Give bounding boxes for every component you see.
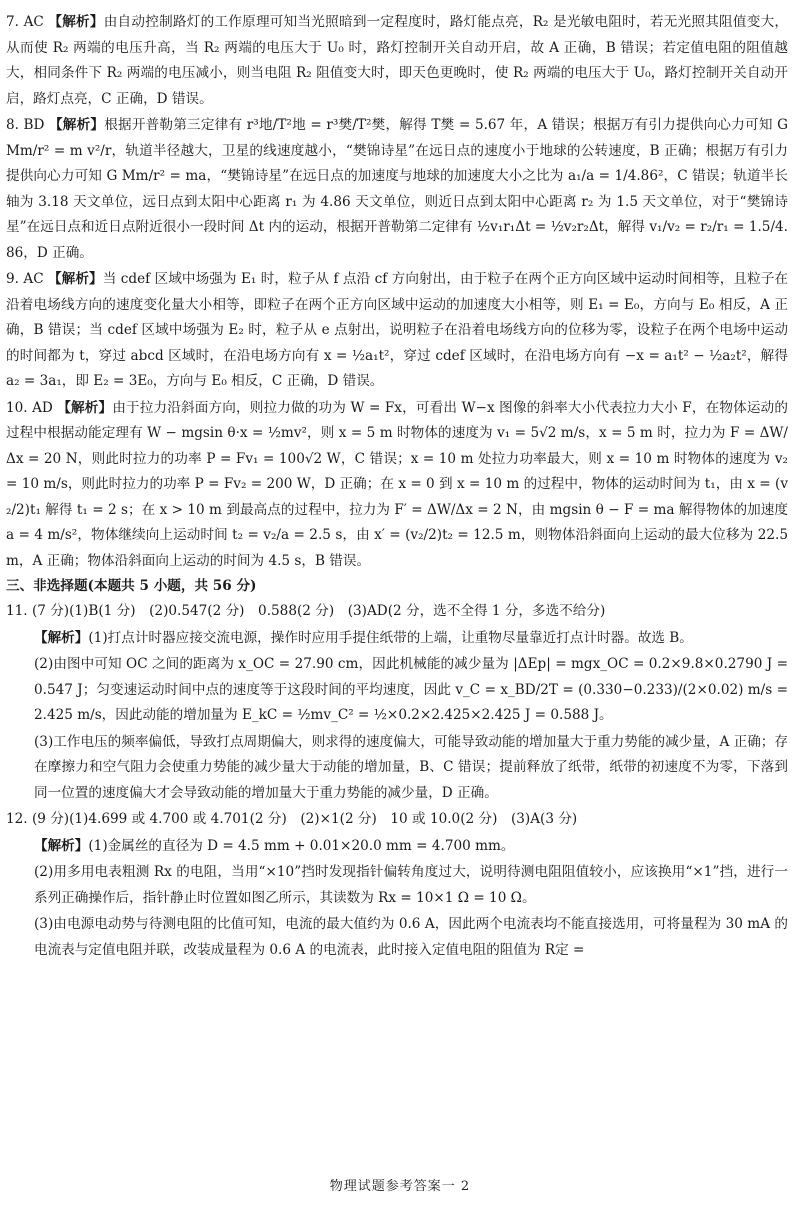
analysis-tag: 【解析】 bbox=[34, 629, 89, 646]
answer-choice: AC bbox=[23, 271, 44, 287]
page-footer: 物理试题参考答案一 2 bbox=[329, 1179, 471, 1194]
analysis-tag: 【解析】 bbox=[48, 271, 103, 287]
answer-q12-analysis-2: (2)用多用电表粗测 Rx 的电阻，当用“×10”挡时发现指针偏转角度过大，说明待测电阻阻值较小，应该换用“×1”挡，进行一系列正确操作后，指针静止时位置如图乙所示，其读数为 Rx = 10×1 Ω = 10 Ω。 bbox=[34, 864, 788, 906]
analysis-tag: 【解析】 bbox=[57, 399, 113, 416]
question-number: 7. bbox=[6, 14, 19, 30]
answer-choice: AC bbox=[23, 14, 44, 30]
answer-q11-header: 11. (7 分)(1)B(1 分) (2)0.547(2 分) 0.588(2 分) (3)AD(2 分，选不全得 1 分，多选不给分) bbox=[6, 603, 606, 619]
answer-q12-analysis-1 bbox=[6, 834, 788, 860]
answer-q11-analysis-2: (2)由图中可知 OC 之间的距离为 x_OC = 27.90 cm，因此机械能的减少量为 |ΔEp| = mgx_OC = 0.2×9.8×0.2790 J = 0.547 J；匀变速运动时间中点的速度等于这段时间的平均速度，因此 v_C = x_BD/2T = (0.330−0.233)/(2×0.02) m/s = 2.425 m/s，因此动能的增加量为 E_kC = ½mv_C² = ½×0.2×2.425×2.425 J = 0.588 J。 bbox=[34, 656, 788, 723]
answer-q11-analysis-3: (3)工作电压的频率偏低，导致打点周期偏大，则求得的速度偏大，可能导致动能的增加量大于重力势能的减少量，A 正确；存在摩擦力和空气阻力会使重力势能的减少量大于动能的增加量，B、C 错误；提前释放了纸带，纸带的初速度不为零，下落到同一位置的速度偏大才会导致动能的增加量大于重力势能的减少量，D 正确。 bbox=[34, 733, 788, 801]
analysis-text: (1)金属丝的直径为 D = 4.5 mm + 0.01×20.0 mm = 4.700 mm。 bbox=[88, 837, 515, 854]
analysis-text: 由于拉力沿斜面方向，则拉力做的功为 W = Fx，可看出 W−x 图像的斜率大小代表拉力大小 F，在物体运动的过程中根据动能定理有 W − mgsin θ·x = ½mv²，则 x = 5 m 时物体的速度为 v₁ = 5√2 m/s，x = 5 m 时，拉力为 F = ΔW/Δx = 20 N，则此时拉力的功率 P = Fv₁ = 100√2 W，C 错误；x = 10 m 处拉力功率最大，则 x = 10 m 时物体的速度为 v₂ = 10 m/s，则此时拉力的功率 P = Fv₂ = 200 W，D 正确；在 x = 0 到 x = 10 m 的过程中，物体的运动时间为 t₁，由 x = (v₂/2)t₁ 解得 t₁ = 2 s；在 x > 10 m 到最高点的过程中，拉力为 F′ = ΔW/Δx = 2 N，由 mgsin θ − F = ma 解得物体的加速度 a = 4 m/s²，物体继续向上运动时间 t₂ = v₂/a = 2.5 s，由 x′ = (v₂/2)t₂ = 12.5 m，则物体沿斜面向上运动的最大位移为 22.5 m，A 正确；物体沿斜面向上运动的时间为 4.5 s，B 错误。 bbox=[6, 399, 788, 569]
answer-choice: BD bbox=[23, 117, 45, 133]
question-number: 10. bbox=[6, 399, 28, 416]
analysis-tag: 【解析】 bbox=[48, 117, 105, 133]
analysis-text: 由自动控制路灯的工作原理可知当光照暗到一定程度时，路灯能点亮，R₂ 是光敏电阻时，若无光照其阻值变大，从而使 R₂ 两端的电压升高，当 R₂ 两端的电压大于 U₀ 时，路灯控制开关自动开启，故 A 正确，B 错误；若定值电阻的阻值越大，相同条件下 R₂ 两端的电压减小，则当电阻 R₂ 阻值变大时，即天色更晚时，使 R₂ 两端的电压大于 U₀，路灯控制开关自动开启，路灯点亮，C 正确，D 错误。 bbox=[6, 14, 788, 107]
analysis-text: 根据开普勒第三定律有 r³地/T²地 = r³樊/T²樊，解得 T樊 = 5.67 年，A 错误；根据万有引力提供向心力可知 G Mm/r² = m v²/r，轨道半径越大，卫星的线速度越小，“樊锦诗星”在远日点的速度小于地球的公转速度，B 正确；根据万有引力提供向心力可知 G Mm/r² = ma，“樊锦诗星”在远日点的加速度与地球的加速度大小之比为 a₁/a = 1/4.86²，C 错误；轨道半长轴为 3.18 天文单位，远日点到太阳中心距离 r₁ 为 4.86 天文单位，则近日点到太阳中心距离 r₂ 为 1.5 天文单位，对于“樊锦诗星”在远日点和近日点附近很小一段时间 Δt 内的运动，根据开普勒第二定律有 ½v₁r₁Δt = ½v₂r₂Δt，解得 v₁/v₂ = r₂/r₁ = 1.5/4.86，D 正确。 bbox=[6, 117, 789, 261]
answer-q10 bbox=[6, 396, 788, 575]
answer-q8 bbox=[6, 113, 788, 266]
analysis-text: 当 cdef 区域中场强为 E₁ 时，粒子从 f 点沿 cf 方向射出，由于粒子在两个正方向区域中运动时间相等，且粒子在沿着电场线方向的速度变化量大小相等，即粒子在两个正方向区域中运动的加速度大小相等，则 E₁ = E₀，方向与 E₀ 相反，A 正确，B 错误；当 cdef 区域中场强为 E₂ 时，粒子从 e 点射出，说明粒子在沿着电场线方向的位移为零，设粒子在两个电场中运动的时间都为 t，穿过 abcd 区域时，在沿电场方向有 x = ½a₁t²，穿过 cdef 区域时，在沿电场方向有 −x = a₁t² − ½a₂t²，解得 a₂ = 3a₁，即 E₂ = 3E₀，方向与 E₀ 相反，C 正确，D 错误。 bbox=[6, 271, 789, 389]
analysis-tag: 【解析】 bbox=[34, 837, 89, 854]
answer-choice: AD bbox=[32, 399, 53, 416]
answer-q12-header: 12. (9 分)(1)4.699 或 4.700 或 4.701(2 分) (2)×1(2 分) 10 或 10.0(2 分) (3)A(3 分) bbox=[6, 811, 578, 827]
section-heading: 三、非选择题(本题共 5 小题，共 56 分) bbox=[6, 578, 257, 594]
answer-q12-analysis-3: (3)由电源电动势与待测电阻的比值可知，电流的最大值约为 0.6 A，因此两个电流表均不能直接选用，可将量程为 30 mA 的电流表与定值电阻并联，改装成量程为 0.6 A 的电流表，此时接入定值电阻的阻值为 R定 = bbox=[34, 916, 788, 958]
answer-q9 bbox=[6, 267, 788, 395]
question-number: 8. bbox=[6, 117, 19, 133]
answer-q11-analysis-1 bbox=[6, 626, 788, 652]
analysis-tag: 【解析】 bbox=[48, 14, 104, 30]
question-number: 9. bbox=[6, 271, 19, 287]
analysis-text: (1)打点计时器应接交流电源，操作时应用手提住纸带的上端，让重物尽量靠近打点计时器。故选 B。 bbox=[88, 629, 693, 646]
answer-q7 bbox=[6, 10, 788, 112]
